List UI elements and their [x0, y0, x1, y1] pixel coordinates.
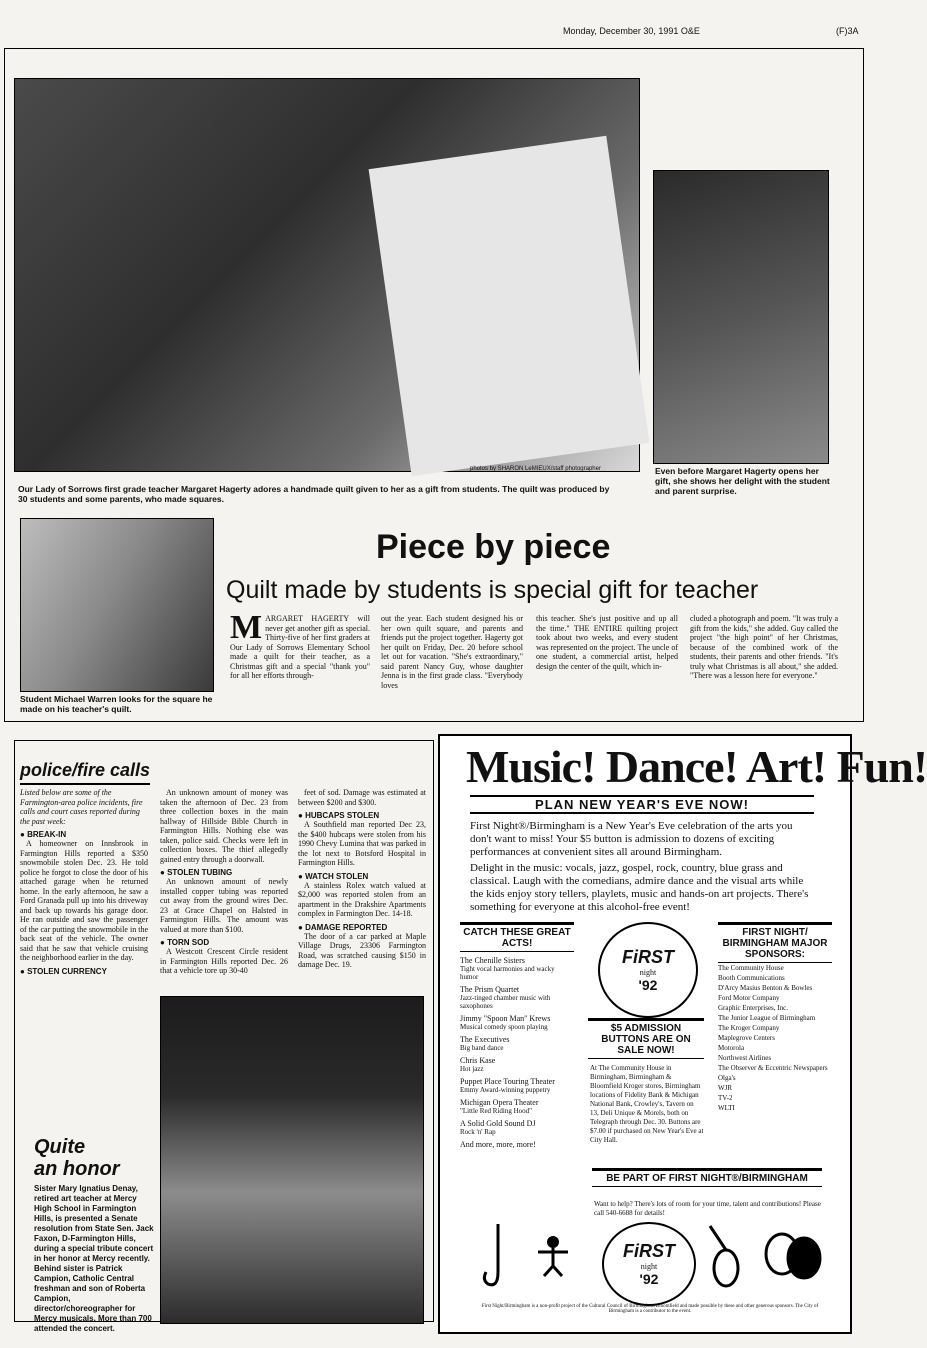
ad-paragraph-1: First Night®/Birmingham is a New Year's Eve celebration of the arts you don't want to miss! Your $5 button is admission to dozens of exciting performances at convenient sites all around Birmingham.: [470, 820, 793, 858]
sponsor: The Junior League of Birmingham: [718, 1014, 816, 1022]
classroom-quilt-photo: [14, 78, 640, 472]
buttons-head: $5 ADMISSION BUTTONS ARE ON SALE NOW!: [588, 1018, 704, 1059]
crime-head: ● HUBCAPS STOLEN: [298, 811, 426, 820]
be-part-text: Want to help? There's lots of room for your time, talent and contributions! Please call 540-6688 for details!: [594, 1200, 821, 1217]
logo-first: FiRST: [623, 1241, 675, 1261]
act-name: The Executives: [460, 1035, 510, 1044]
first-night-logo: [598, 922, 698, 1018]
act-name: Jimmy "Spoon Man" Krews: [460, 1014, 551, 1023]
crime-body: feet of sod. Damage was estimated at between $200 and $300.: [298, 788, 426, 807]
crime-body: An unknown amount of newly installed copper tubing was reported cut away from the ground wires Dec. 23 at Grace Chapel on Halsted in Farmington Hills. The amount was valued at more than $100.: [160, 877, 288, 934]
logo-night: night: [640, 1262, 658, 1271]
act-desc: "Little Red Riding Hood": [460, 1107, 533, 1115]
act-desc: Rock 'n' Rap: [460, 1128, 496, 1136]
sponsor: Motorola: [718, 1044, 745, 1052]
theater-masks-icon: [762, 1230, 824, 1282]
sponsor: WLTI: [718, 1104, 735, 1112]
act-desc: Emmy Award-winning puppetry: [460, 1086, 551, 1094]
acts-head: CATCH THESE GREAT ACTS!: [460, 922, 574, 952]
sponsor: The Community House: [718, 964, 784, 972]
logo-year: '92: [638, 977, 658, 993]
story-column-1: [230, 609, 370, 681]
sponsor: TV-2: [718, 1094, 733, 1102]
honor-title-line1: Quite: [34, 1136, 86, 1158]
act-desc: Tight vocal harmonies and wacky humor: [460, 965, 555, 981]
crime-head: ● TORN SOD: [160, 938, 288, 947]
police-title: police/fire calls: [20, 760, 150, 785]
act-name: And more, more, more!: [460, 1140, 536, 1149]
story-subhead: Quilt made by students is special gift for teacher: [226, 576, 759, 604]
story-column-3: this teacher. She's just positive and up all the time." THE ENTIRE quilting project took about two weeks, and every student was represented on the project. The uncle of one student, a commercial artist, helped design the center of the quilt, which in-: [536, 614, 678, 671]
act-name: A Solid Gold Sound DJ: [460, 1119, 536, 1128]
police-column-2: [160, 788, 288, 976]
sponsors-box: [718, 922, 832, 1113]
crime-head: ● BREAK-IN: [20, 830, 148, 839]
sponsor: WJR: [718, 1084, 732, 1092]
act-desc: Musical comedy spoon playing: [460, 1023, 548, 1031]
police-lead: Listed below are some of the Farmington-area police incidents, fire calls and court cases reported during the past week:: [20, 788, 143, 826]
act-name: Michigan Opera Theater: [460, 1098, 539, 1107]
quilt-image: [369, 136, 650, 476]
police-column-1: [20, 788, 148, 976]
act-desc: Hot jazz: [460, 1065, 484, 1073]
violin-icon: [700, 1224, 750, 1294]
ad-paragraph-2: Delight in the music: vocals, jazz, gospel, rock, country, blue grass and classical. Laugh with the comedians, admire dance and the visual arts while the kids enjoy story tellers, playlets, music and hands-on art projects. There's something for everyone at this alcohol-free event!: [470, 862, 809, 913]
crime-head: ● WATCH STOLEN: [298, 872, 426, 881]
crime-body: A Westcott Crescent Circle resident in Farmington Hills reported Dec. 26 that a vehicle tore up 30-40: [160, 947, 288, 975]
dropcap: M: [230, 609, 263, 646]
logo-night: night: [639, 968, 657, 977]
sponsor: The Observer & Eccentric Newspapers: [718, 1064, 828, 1072]
crime-body: A Southfield man reported Dec 23, the $400 hubcaps were stolen from his 1990 Chevy Lumina that was parked in the lot next to Botsford Hospital in Farmington Hills.: [298, 820, 426, 867]
sponsor: Graphic Enterprises, Inc.: [718, 1004, 788, 1012]
crime-head: ● STOLEN TUBING: [160, 868, 288, 877]
honor-title-line2: an honor: [34, 1158, 120, 1180]
teacher-laughing-photo: [653, 170, 829, 464]
buttons-text: At The Community House in Birmingham, Birmingham & Bloomfield Kroger stores, Birmingham locations of Fidelity Bank & Michigan National Bank, Crowley's, Tavern on 13, Deli Unique & Morels, both on Telegraph through Dec. 30. Buttons are $7.00 if purchased on New Year's Eve at City Hall.: [590, 1064, 704, 1144]
story-column-2: out the year. Each student designed his or her own quilt square, and parents and friends put the project together. Hagerty got her quilt on Friday, Dec. 20 before school let out for vacation. "She's extraordinary," said parent Nancy Guy, whose daughter Jenna is in the first grade class. "Everybody loves: [381, 614, 523, 690]
be-part-head: BE PART OF FIRST NIGHT®/BIRMINGHAM: [592, 1168, 822, 1187]
sponsor: D'Arcy Masius Benton & Bowles: [718, 984, 813, 992]
logo-first: FiRST: [622, 947, 674, 967]
main-photo-caption: Our Lady of Sorrows first grade teacher Margaret Hagerty adores a handmade quilt given to her as a gift from students. The quilt was produced by 30 students and some parents, who made squares.: [18, 484, 610, 504]
story-column-4: cluded a photograph and poem. "It was truly a gift from the kids," she added. Guy called the project "the high point" of her Christmas, because of the combined work of the students, their parents and other friends. "It's truly what Christmas is all about," she added. "There was a lesson here for everyone.": [690, 614, 838, 680]
sponsor: Northwest Airlines: [718, 1054, 772, 1062]
sponsor: Olga's: [718, 1074, 736, 1082]
act-desc: Jazz-tinged chamber music with saxophones: [460, 994, 551, 1010]
first-night-logo-small: [602, 1222, 696, 1306]
act-name: The Prism Quartet: [460, 985, 520, 994]
logo-year: '92: [639, 1271, 659, 1287]
acts-box: [460, 922, 574, 1149]
police-column-3: [298, 788, 426, 970]
crime-head: ● STOLEN CURRENCY: [20, 967, 148, 976]
crime-body: An unknown amount of money was taken the afternoon of Dec. 23 from three collection boxes in the main hallway of Hillside Bible Church in Farmington Hills. Nothing else was taken, police said. Checks were left in collection boxes. The thief allegedly gained entry through a doorwall.: [160, 788, 288, 864]
page-number: (F)3A: [836, 26, 859, 36]
sponsor: Ford Motor Company: [718, 994, 780, 1002]
honor-photo: [160, 996, 424, 1324]
photo-credit: photos by SHARON LeMIEUX/staff photographer: [470, 466, 601, 472]
side-photo-caption: Even before Margaret Hagerty opens her gift, she shows her delight with the student and parent surprise.: [655, 466, 830, 496]
student-boy-photo: [20, 518, 214, 692]
ad-title: Music! Dance! Art! Fun!: [466, 741, 927, 792]
sponsor: Booth Communications: [718, 974, 785, 982]
ad-footer: First Night/Birmingham is a non-profit project of the Cultural Council of Birmingham/Bloomfield and made possible by these and other generous sponsors. The City of Birmingham is a contributor to the event.: [481, 1304, 819, 1314]
boy-photo-caption: Student Michael Warren looks for the square he made on his teacher's quilt.: [20, 694, 213, 714]
story-headline: Piece by piece: [376, 528, 611, 566]
dancer-icon: [528, 1228, 578, 1278]
honor-caption: Sister Mary Ignatius Denay, retired art teacher at Mercy High School in Farmington Hills, is presented a Senate resolution from State Sen. Jack Faxon, D-Farmington Hills, during a special tribute concert in her honor at Mercy recently. Behind sister is Patrick Campion, Catholic Central freshman and son of Roberta Campion, director/choreographer for Mercy musicals. More than 700 attended the concert.: [34, 1184, 154, 1333]
honor-title: [34, 1136, 120, 1180]
sponsors-head: FIRST NIGHT/ BIRMINGHAM MAJOR SPONSORS:: [718, 922, 832, 963]
saxophone-icon: [480, 1222, 510, 1292]
act-desc: Big band dance: [460, 1044, 504, 1052]
act-name: The Chenille Sisters: [460, 956, 525, 965]
crime-body: The door of a car parked at Maple Village Drugs, 23306 Farmington Road, was scratched causing $150 in damage Dec. 19.: [298, 931, 426, 969]
crime-head: ● DAMAGE REPORTED: [298, 923, 426, 932]
crime-body: A stainless Rolex watch valued at $2,000 was reported stolen from an apartment in the Drakshire Apartments complex in Farmington Dec. 14-18.: [298, 880, 426, 918]
sponsor: Maplegrove Centers: [718, 1034, 775, 1042]
issue-date: Monday, December 30, 1991 O&E: [563, 26, 700, 36]
crime-body: A homeowner on Innsbrook in Farmington Hills reported a $350 snowmobile stolen Dec. 23. He told police he forgot to close the door of his attached garage when he returned home. In the early afternoon, he saw a Ford Granada pull up into his driveway and back up towards his garage door. He ran outside and saw the passenger of the car putting the snowmobile in the back seat of the vehicle. The owner said that he saw that vehicle cruising the neighborhood earlier in the day.: [20, 839, 148, 962]
ad-subtitle: PLAN NEW YEAR'S EVE NOW!: [470, 795, 814, 814]
act-name: Chris Kase: [460, 1056, 496, 1065]
story-column-1-text: ARGARET HAGERTY will never get another gift as special. Thirty-five of her first graders at Our Lady of Sorrows Elementary School made a quilt for their teacher, as a Christmas gift and a special "thank you" for all her efforts through-: [230, 614, 370, 680]
act-name: Puppet Place Touring Theater: [460, 1077, 555, 1086]
sponsor: The Kroger Company: [718, 1024, 780, 1032]
masthead: [0, 0, 868, 38]
